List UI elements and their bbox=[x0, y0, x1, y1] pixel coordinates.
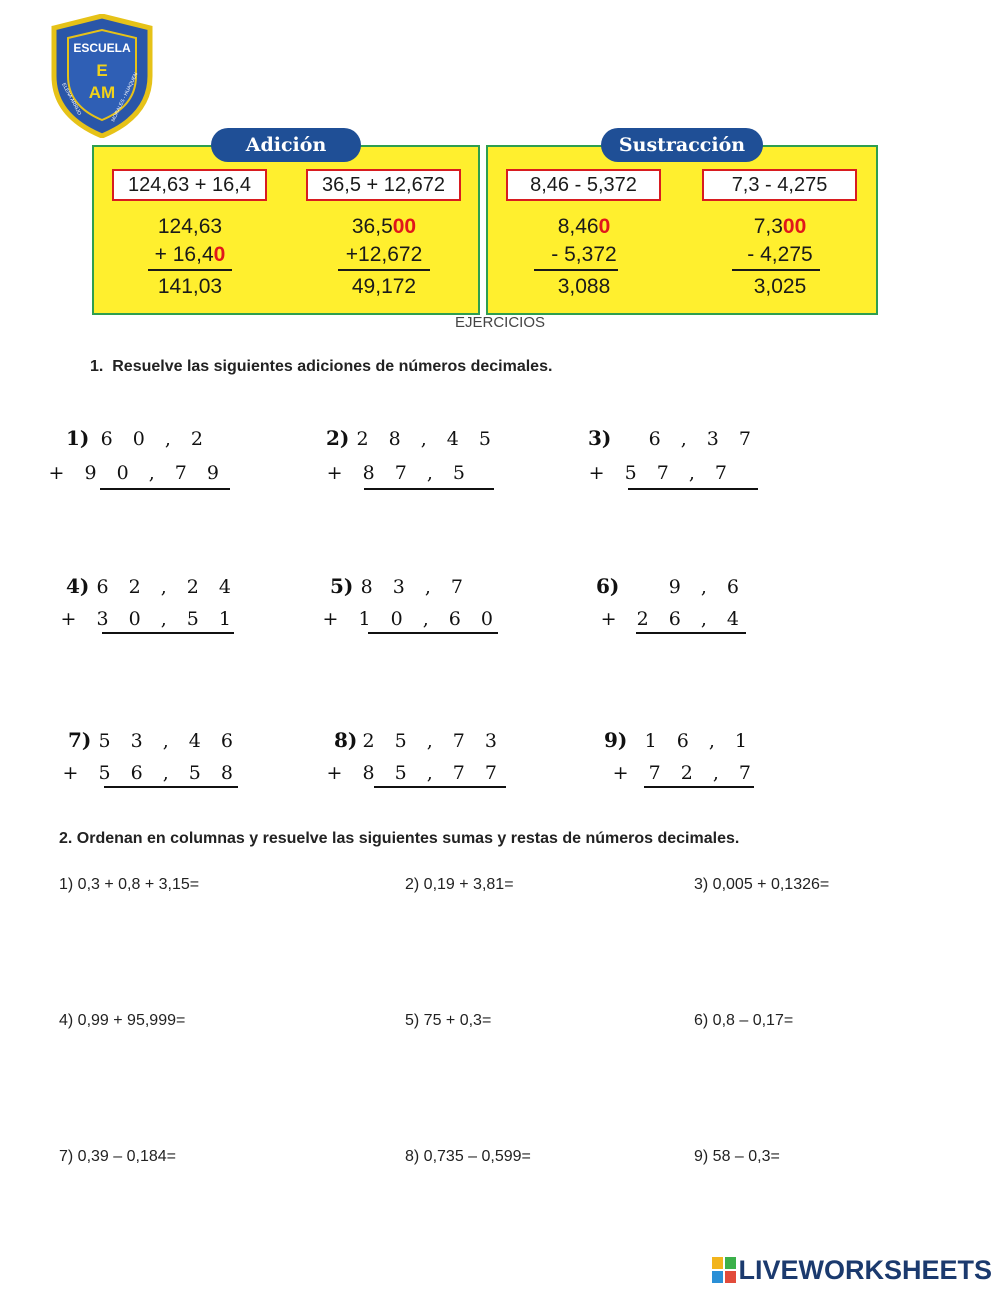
problem-rule bbox=[374, 786, 506, 788]
example-result: 3,088 bbox=[557, 275, 611, 298]
example-result: 141,03 bbox=[157, 275, 223, 298]
problem-number: 2) bbox=[326, 426, 350, 450]
example-top: 124,63 bbox=[157, 215, 223, 238]
logo-line3: AM bbox=[88, 83, 116, 102]
problem-rule bbox=[628, 488, 758, 490]
problem-top: 5 3 , 4 6 bbox=[98, 730, 240, 752]
problem-number: 8) bbox=[334, 728, 358, 752]
equation-item: 8) 0,735 – 0,599= bbox=[405, 1148, 531, 1165]
problem-bottom: + 2 6 , 4 bbox=[600, 608, 746, 630]
addition-problem bbox=[604, 728, 774, 808]
logo-line2: E bbox=[96, 61, 108, 80]
problem-top: 6 , 3 7 bbox=[648, 428, 758, 450]
example-header: 8,46 - 5,372 bbox=[506, 169, 661, 201]
example-card bbox=[290, 145, 478, 313]
equation-item: 1) 0,3 + 0,8 + 3,15= bbox=[59, 876, 200, 893]
problem-number: 6) bbox=[596, 574, 620, 598]
example-result: 3,025 bbox=[753, 275, 807, 298]
problem-bottom: + 3 0 , 5 1 bbox=[60, 608, 238, 630]
problem-bottom: + 5 7 , 7 bbox=[588, 462, 734, 484]
section-label: EJERCICIOS bbox=[454, 314, 545, 331]
liveworksheets-icon bbox=[712, 1257, 736, 1283]
example-rule bbox=[338, 269, 430, 271]
addition-problem bbox=[326, 728, 504, 808]
equation-item: 7) 0,39 – 0,184= bbox=[59, 1148, 176, 1165]
question1-number: 1. bbox=[90, 358, 104, 375]
problem-top: 6 2 , 2 4 bbox=[96, 576, 238, 598]
example-rule bbox=[148, 269, 232, 271]
problem-top: 2 8 , 4 5 bbox=[356, 428, 498, 450]
problem-bottom: + 1 0 , 6 0 bbox=[322, 608, 500, 630]
example-header: 36,5 + 12,672 bbox=[306, 169, 461, 201]
problem-bottom: + 8 7 , 5 bbox=[326, 462, 472, 484]
example-top: 36,500 bbox=[351, 215, 417, 238]
problem-top: 1 6 , 1 bbox=[644, 730, 754, 752]
example-rule bbox=[534, 269, 618, 271]
example-result: 49,172 bbox=[351, 275, 417, 298]
example-rule bbox=[732, 269, 820, 271]
problem-top: 2 5 , 7 3 bbox=[362, 730, 504, 752]
problem-number: 7) bbox=[68, 728, 92, 752]
problem-rule bbox=[644, 786, 754, 788]
equation-item: 3) 0,005 + 0,1326= bbox=[694, 876, 830, 893]
example-card bbox=[96, 145, 284, 313]
example-bottom: +12,672 bbox=[345, 243, 423, 266]
problem-rule bbox=[368, 632, 498, 634]
example-bottom: - 5,372 bbox=[551, 243, 617, 266]
equation-item: 6) 0,8 – 0,17= bbox=[694, 1012, 794, 1029]
addition-problem bbox=[48, 426, 236, 506]
addition-problem bbox=[62, 728, 240, 808]
example-header: 124,63 + 16,4 bbox=[112, 169, 267, 201]
problem-rule bbox=[100, 488, 230, 490]
example-bottom: + 16,40 bbox=[154, 243, 226, 266]
example-card bbox=[490, 145, 678, 313]
question1-title: 1. Resuelve las siguientes adiciones de números decimales. bbox=[90, 358, 553, 375]
equation-item: 2) 0,19 + 3,81= bbox=[405, 876, 514, 893]
school-shield-icon bbox=[48, 14, 156, 138]
problem-top: 9 , 6 bbox=[668, 576, 746, 598]
example-header: 7,3 - 4,275 bbox=[702, 169, 857, 201]
school-logo bbox=[48, 14, 156, 138]
example-top: 7,300 bbox=[753, 215, 807, 238]
logo-ring-left: ELENA ARRIJO bbox=[60, 82, 83, 117]
addition-problem bbox=[588, 426, 758, 506]
problem-rule bbox=[102, 632, 234, 634]
example-bottom: - 4,275 bbox=[747, 243, 813, 266]
addition-problem bbox=[326, 426, 496, 506]
addition-problem bbox=[322, 574, 500, 654]
problem-number: 3) bbox=[588, 426, 612, 450]
problem-rule bbox=[364, 488, 494, 490]
example-top: 8,460 bbox=[557, 215, 611, 238]
example-card bbox=[686, 145, 874, 313]
problem-rule bbox=[104, 786, 238, 788]
problem-rule bbox=[636, 632, 746, 634]
problem-top: 6 0 , 2 bbox=[100, 428, 210, 450]
problem-number: 4) bbox=[66, 574, 90, 598]
equation-item: 9) 58 – 0,3= bbox=[694, 1148, 780, 1165]
addition-problem bbox=[596, 574, 766, 654]
question2-title: 2. Ordenan en columnas y resuelve las siguientes sumas y restas de números decimales. bbox=[59, 830, 740, 847]
problem-bottom: + 5 6 , 5 8 bbox=[62, 762, 240, 784]
problem-bottom: + 9 0 , 7 9 bbox=[48, 462, 226, 484]
liveworksheets-brand: LIVEWORKSHEETS bbox=[738, 1254, 992, 1285]
subtraction-label: Sustracción bbox=[601, 128, 763, 162]
logo-line1: ESCUELA bbox=[73, 41, 131, 55]
problem-bottom: + 7 2 , 7 bbox=[612, 762, 758, 784]
problem-number: 1) bbox=[66, 426, 90, 450]
problem-number: 5) bbox=[330, 574, 354, 598]
logo-ring-right: MORALES - HUAQUEN bbox=[110, 71, 140, 123]
equation-item: 5) 75 + 0,3= bbox=[405, 1012, 492, 1029]
problem-number: 9) bbox=[604, 728, 628, 752]
equation-item: 4) 0,99 + 95,999= bbox=[59, 1012, 186, 1029]
liveworksheets-logo bbox=[712, 1255, 992, 1285]
problem-bottom: + 8 5 , 7 7 bbox=[326, 762, 504, 784]
addition-label: Adición bbox=[211, 128, 361, 162]
problem-top: 8 3 , 7 bbox=[360, 576, 470, 598]
addition-problem bbox=[60, 574, 238, 654]
